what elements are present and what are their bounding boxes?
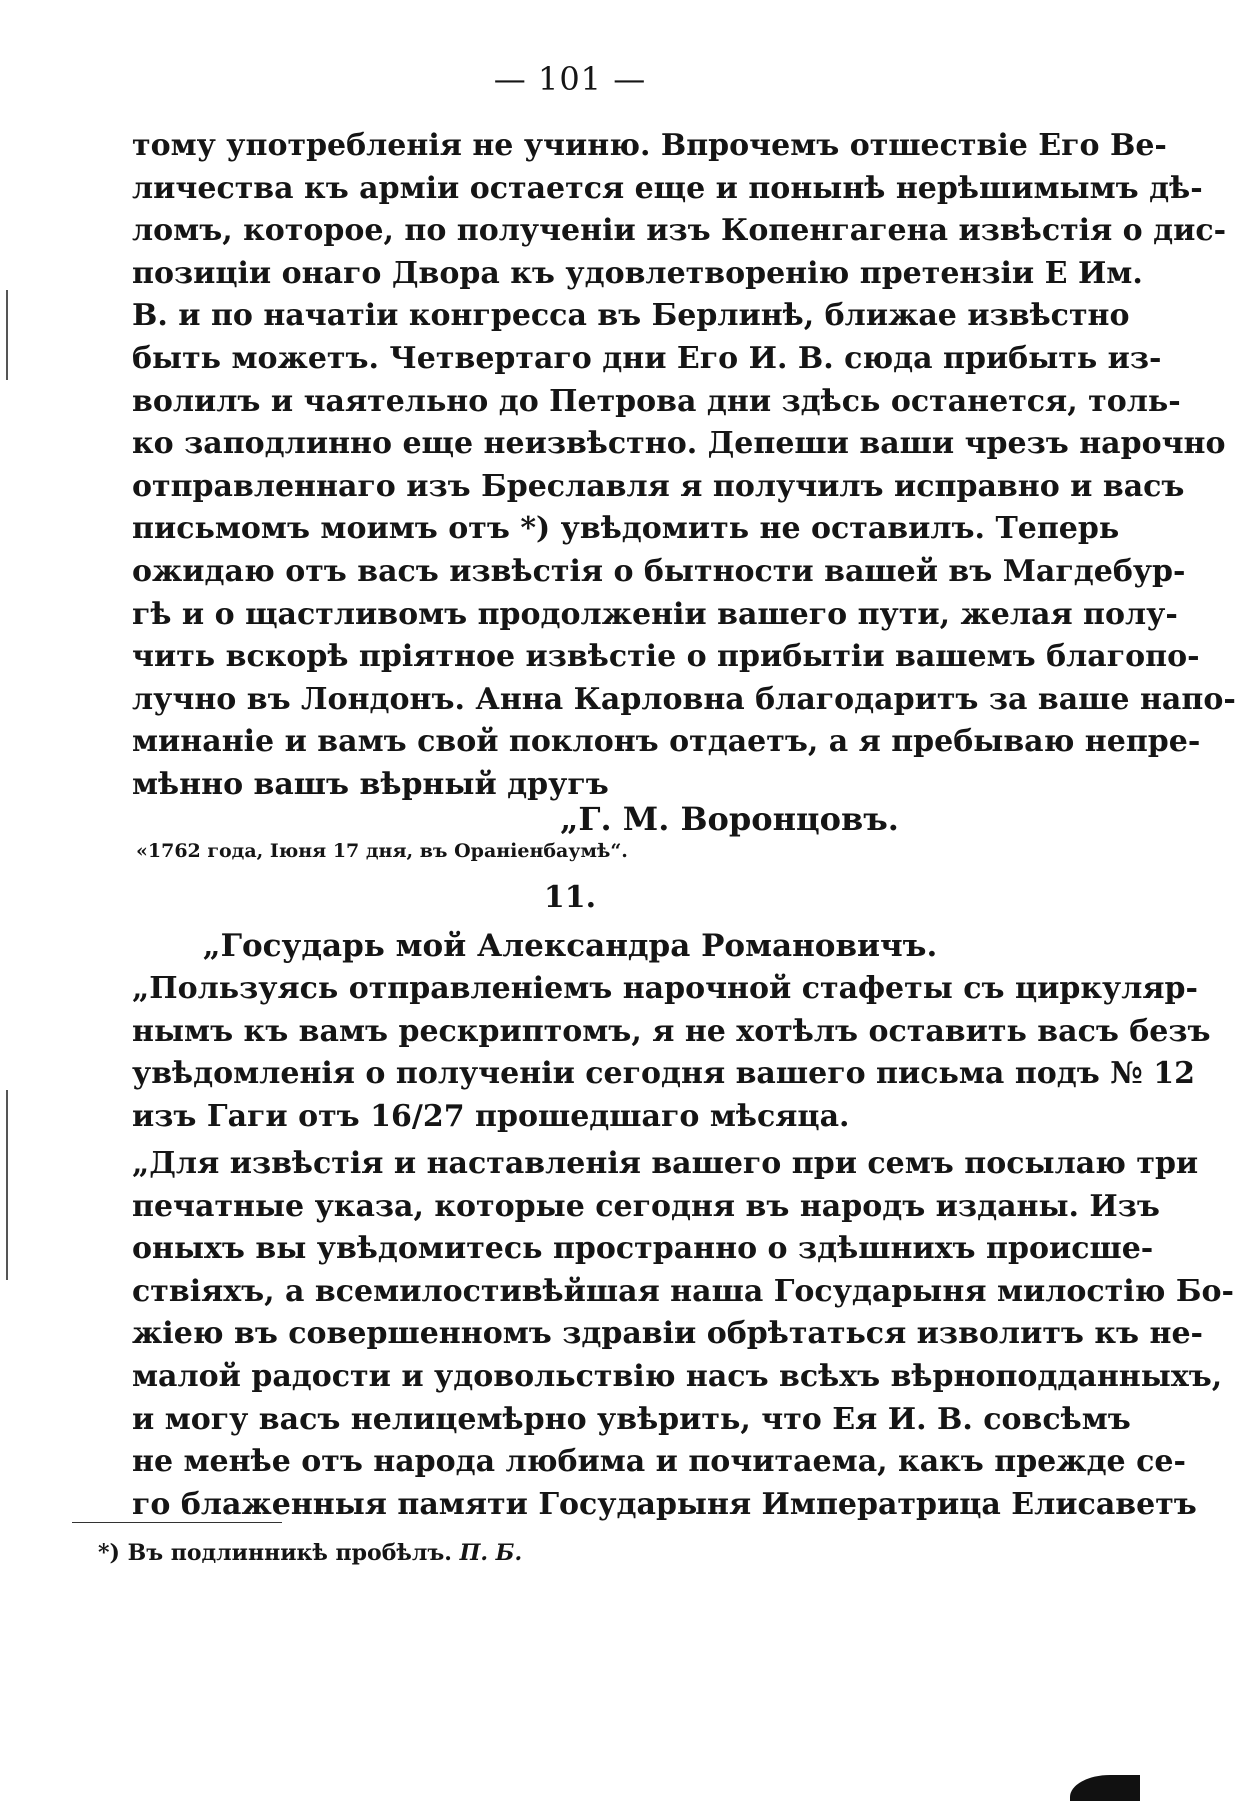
paragraph-2 <box>132 968 1211 1138</box>
text-line: „Для извѣстія и наставленія вашего при семъ посылаю три <box>132 1146 1199 1181</box>
salutation: „Государь мой Александра Романовичъ. <box>202 928 938 964</box>
text-line: увѣдомленія о полученіи сегодня вашего письма подъ № 12 <box>132 1056 1196 1092</box>
page-number: — 101 — <box>493 60 647 98</box>
paragraph-1 <box>132 125 1236 807</box>
text-line: тому употребленія не учиню. Впрочемъ отшествіе Его Ве- <box>132 128 1167 163</box>
text-line: жіею въ совершенномъ здравіи обрѣтаться изволитъ къ не- <box>132 1316 1203 1352</box>
text-line: личества къ арміи остается еще и понынѣ нерѣшимымъ дѣ- <box>132 170 1203 206</box>
footnote-text: Въ подлинникѣ пробѣлъ. <box>127 1540 452 1566</box>
dateline: «1762 года, Іюня 17 дня, въ Ораніенбаумѣ“. <box>136 840 628 862</box>
text-line: не менѣе отъ народа любима и почитаема, какъ прежде се- <box>132 1444 1186 1480</box>
text-line: позиціи онаго Двора къ удовлетворенію претензіи Е Им. <box>132 255 1143 291</box>
text-line: го блаженныя памяти Государыня Императрица Елисаветъ <box>132 1486 1197 1522</box>
footnote-marker: *) <box>98 1540 120 1566</box>
text-line: ломъ, которое, по полученіи изъ Копенгагена извѣстія о дис- <box>132 213 1227 249</box>
text-line: нымъ къ вамъ рескриптомъ, я не хотѣлъ оставить васъ безъ <box>132 1013 1211 1049</box>
scan-edge-mark <box>6 1090 8 1280</box>
text-line: ствіяхъ, а всемилостивѣйшая наша Государыня милостію Бо- <box>132 1273 1234 1309</box>
text-line: „Пользуясь отправленіемъ нарочной стафеты съ циркуляр- <box>132 971 1198 1006</box>
text-line: малой радости и удовольствію насъ всѣхъ вѣрноподданныхъ, <box>132 1358 1223 1394</box>
scan-edge-mark <box>6 290 8 380</box>
letter-number: 11. <box>543 880 597 915</box>
footnote-divider <box>72 1522 282 1523</box>
text-line: лучно въ Лондонъ. Анна Карловна благодаритъ за ваше напо- <box>132 681 1236 717</box>
text-line: отправленнаго изъ Бреславля я получилъ исправно и васъ <box>132 468 1185 504</box>
text-line: ко заподлинно еще неизвѣстно. Депеши ваши чрезъ нарочно <box>132 426 1226 462</box>
text-line: гѣ и о щастливомъ продолженіи вашего пути, желая полу- <box>132 596 1178 632</box>
text-line: оныхъ вы увѣдомитесь пространно о здѣшнихъ происше- <box>132 1231 1154 1267</box>
text-line: и могу васъ нелицемѣрно увѣрить, что Ея И. В. совсѣмъ <box>132 1401 1131 1437</box>
text-line: быть можетъ. Четвертаго дни Его И. В. сюда прибыть из- <box>132 340 1162 376</box>
text-line: письмомъ моимъ отъ *) увѣдомить не оставилъ. Теперь <box>132 511 1120 547</box>
text-line: мѣнно вашъ вѣрный другъ <box>132 766 609 802</box>
text-line: печатные указа, которые сегодня въ народъ изданы. Изъ <box>132 1188 1160 1224</box>
text-line: минаніе и вамъ свой поклонъ отдаетъ, а я пребываю непре- <box>132 724 1201 760</box>
text-line: волилъ и чаятельно до Петрова дни здѣсь останется, толь- <box>132 383 1181 419</box>
text-line: ожидаю отъ васъ извѣстія о бытности вашей въ Магдебур- <box>132 553 1186 589</box>
paragraph-3 <box>132 1143 1234 1526</box>
text-line: В. и по начатіи конгресса въ Берлинѣ, ближае извѣстно <box>132 298 1130 334</box>
text-line: изъ Гаги отъ 16/27 прошедшаго мѣсяца. <box>132 1098 850 1134</box>
footnote <box>98 1540 522 1566</box>
footnote-initials: П. Б. <box>459 1540 523 1566</box>
page-corner-mark <box>1070 1775 1140 1801</box>
signature: „Г. М. Воронцовъ. <box>560 800 899 838</box>
text-line: чить вскорѣ пріятное извѣстіе о прибытіи вашемъ благопо- <box>132 639 1200 675</box>
